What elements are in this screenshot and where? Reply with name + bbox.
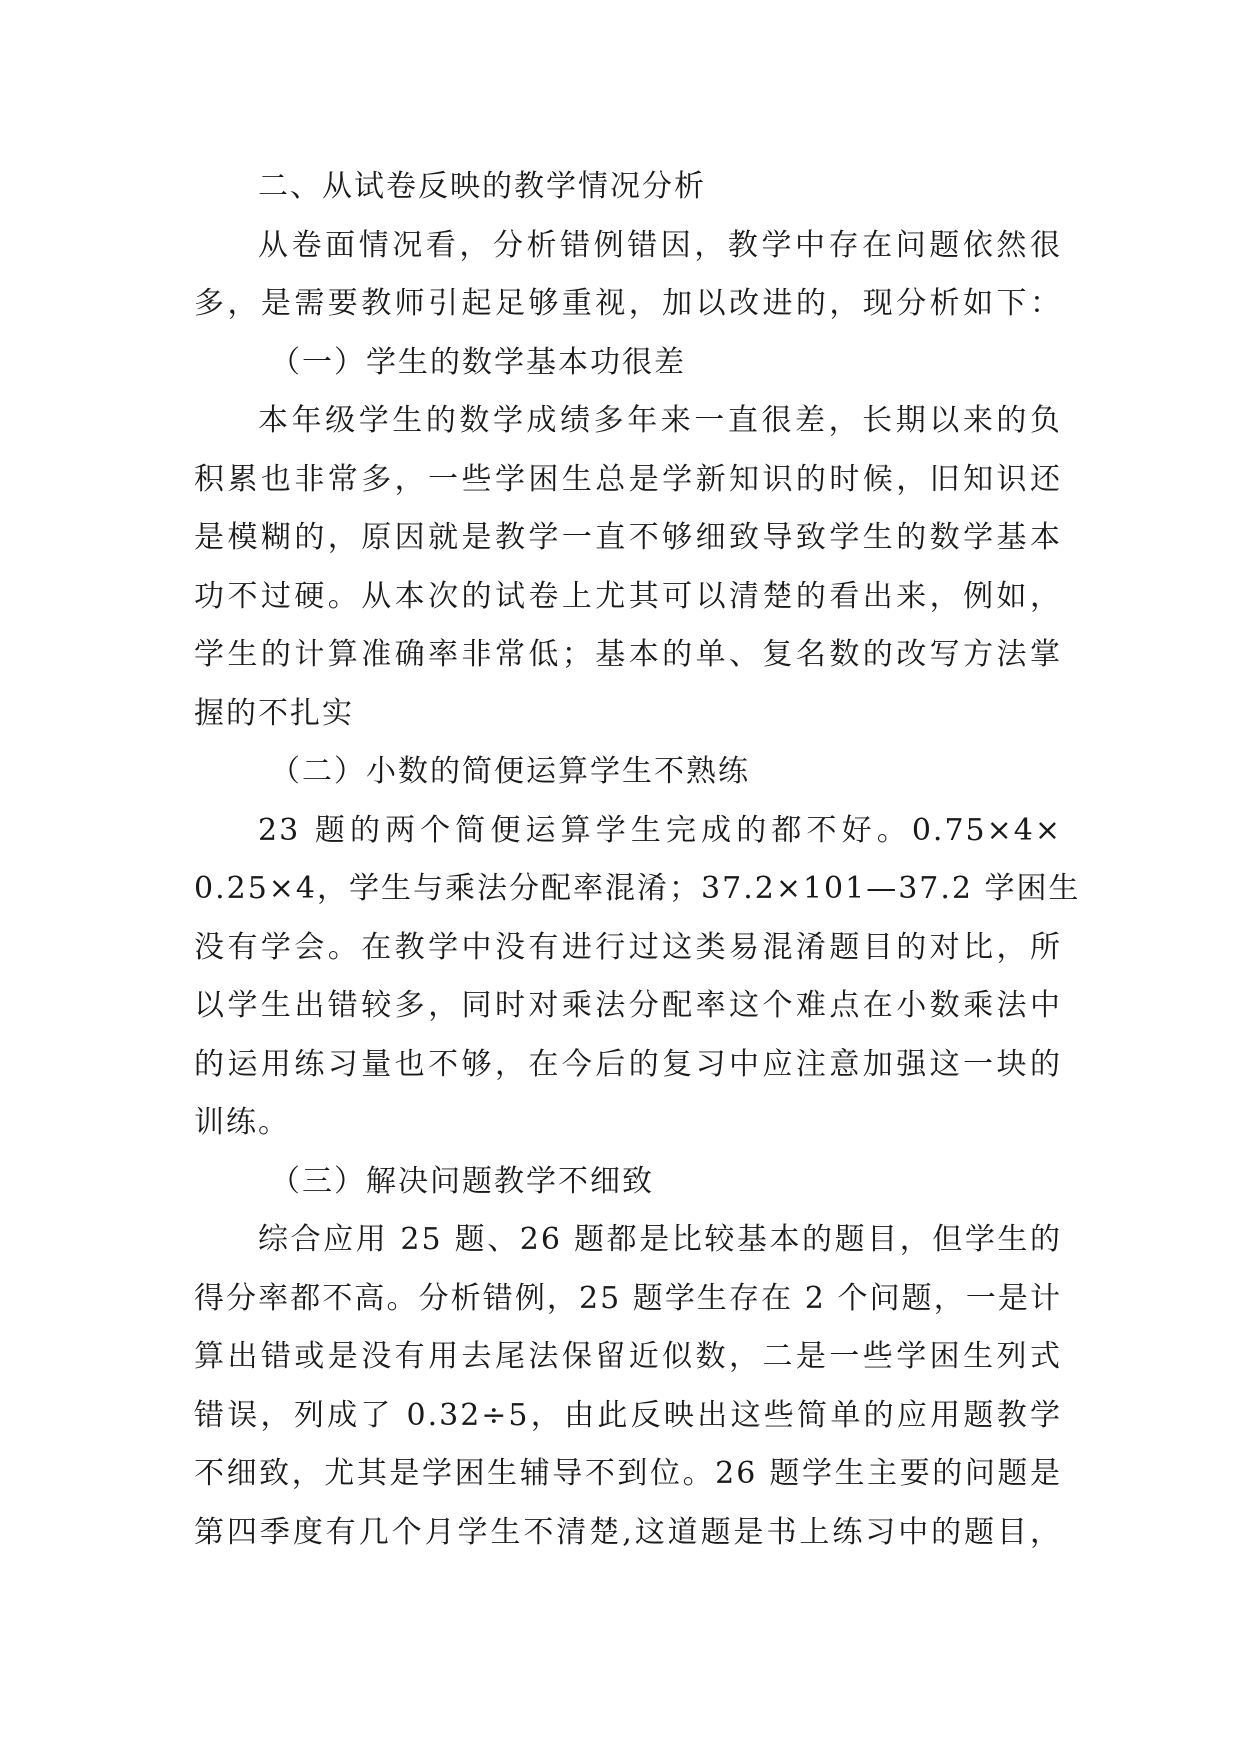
paragraph-line: 不细致，尤其是学困生辅导不到位。26 题学生主要的问题是 xyxy=(194,1456,1062,1491)
paragraph-line: 没有学会。在教学中没有进行过这类易混淆题目的对比，所 xyxy=(194,929,1062,965)
subsection-heading: （二）小数的简便运算学生不熟练 xyxy=(270,754,750,789)
paragraph-line: 算出错或是没有用去尾法保留近似数，二是一些学困生列式 xyxy=(194,1339,1062,1374)
paragraph-line: 是模糊的，原因就是教学一直不够细致导致学生的数学基本 xyxy=(194,520,1062,555)
paragraph-line: 综合应用 25 题、26 题都是比较基本的题目，但学生的 xyxy=(258,1222,1062,1257)
paragraph-line: 积累也非常多，一些学困生总是学新知识的时候，旧知识还 xyxy=(194,461,1062,497)
paragraph-line: 学生的计算准确率非常低；基本的单、复名数的改写方法掌 xyxy=(194,637,1062,672)
paragraph-line: 本年级学生的数学成绩多年来一直很差，长期以来的负 xyxy=(258,403,1062,438)
paragraph-line: 23 题的两个简便运算学生完成的都不好。0.75×4× xyxy=(258,812,1062,848)
paragraph-line: 握的不扎实 xyxy=(194,695,354,731)
paragraph-line: 错误，列成了 0.32÷5，由此反映出这些简单的应用题教学 xyxy=(194,1397,1062,1433)
paragraph-line: 第四季度有几个月学生不清楚,这道题是书上练习中的题目， xyxy=(194,1514,1062,1550)
paragraph-line: 0.25×4，学生与乘法分配率混淆；37.2×101—37.2 学困生 xyxy=(194,871,1081,906)
paragraph-line: 以学生出错较多，同时对乘法分配率这个难点在小数乘法中 xyxy=(194,988,1062,1023)
paragraph-line: 得分率都不高。分析错例，25 题学生存在 2 个问题，一是计 xyxy=(194,1280,1062,1316)
paragraph-line: 多，是需要教师引起足够重视，加以改进的，现分析如下： xyxy=(194,286,1062,321)
subsection-heading: （三）解决问题教学不细致 xyxy=(270,1163,654,1199)
section-title: 二、从试卷反映的教学情况分析 xyxy=(258,169,706,204)
paragraph-line: 功不过硬。从本次的试卷上尤其可以清楚的看出来，例如， xyxy=(194,578,1062,614)
paragraph-line: 从卷面情况看，分析错例错因，教学中存在问题依然很 xyxy=(258,227,1062,263)
subsection-heading: （一）学生的数学基本功很差 xyxy=(270,344,686,380)
paragraph-line: 的运用练习量也不够，在今后的复习中应注意加强这一块的 xyxy=(194,1046,1062,1082)
document-page xyxy=(194,158,1081,1562)
paragraph-line: 训练。 xyxy=(194,1105,290,1140)
